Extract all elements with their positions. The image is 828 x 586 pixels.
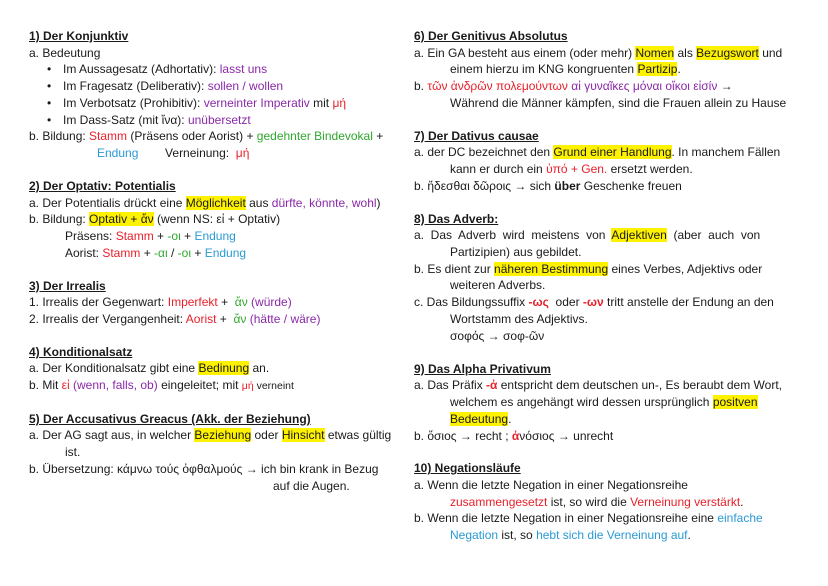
line [414, 494, 804, 511]
text: weiteren Adverbs. [450, 278, 546, 293]
line [414, 244, 804, 261]
text: νόσιος → unrecht [519, 428, 614, 443]
line [414, 411, 804, 428]
line [414, 510, 804, 527]
text: einem hierzu im KNG kongruenten [450, 62, 638, 77]
text: a. Wenn die letzte Negation in einer Negationsreihe [414, 477, 688, 492]
text: Stamm [89, 129, 128, 144]
text: -ἀ [486, 378, 498, 393]
text: (wenn, falls, ob) [69, 378, 158, 393]
text: + [372, 129, 384, 144]
section-title: 1) Der Konjunktiv [29, 29, 129, 43]
text: zusammengesetzt [450, 494, 548, 509]
text: σοφός → σοφ-ῶν [450, 328, 545, 343]
line [29, 45, 399, 62]
text: Endung [194, 229, 236, 244]
bullet-line [29, 78, 399, 95]
line [414, 311, 804, 328]
line [29, 311, 399, 328]
text: aus [245, 195, 272, 210]
text: Wortstamm des Adjektivs. [450, 312, 588, 327]
text: welchem es angehängt wird dessen ursprünglich [450, 394, 713, 409]
text: τῶν ἀνδρῶν πολεμούντων [427, 79, 568, 94]
text: verneint [253, 380, 294, 393]
bullet-line [29, 95, 399, 112]
line [29, 427, 399, 444]
text: ersetzt werden. [607, 161, 693, 176]
text: lasst uns [219, 62, 268, 77]
text: (aber auch von [666, 228, 761, 243]
text: hebt sich die Verneinung auf [536, 528, 688, 543]
text: a. Bedeutung [29, 45, 101, 60]
section-negationslaeufe [414, 460, 804, 544]
text: εἰ [61, 378, 70, 393]
line [29, 461, 399, 478]
text: b. ὅσιος → recht ; [414, 428, 512, 443]
highlight: Optativ + ἄν [89, 212, 154, 227]
text: -αι [154, 245, 168, 260]
text: ὑπό + Gen. [546, 161, 608, 176]
text: b. [414, 79, 428, 94]
section-konditionalsatz [29, 344, 399, 395]
line [414, 277, 804, 294]
section-alpha-privativum [414, 361, 804, 445]
section-accusativus-graecus [29, 411, 399, 495]
line [29, 377, 399, 395]
text: Während die Männer kämpfen, sind die Frauen allein zu Hause [450, 95, 787, 110]
highlight: Nomen [635, 45, 675, 60]
text: + [191, 245, 205, 260]
text: -ως [528, 295, 549, 310]
line [29, 128, 399, 145]
text: Stamm [102, 245, 141, 260]
text: (wenn NS: εἰ + Optativ) [153, 212, 281, 227]
line [414, 227, 804, 244]
line [29, 245, 399, 262]
line [29, 145, 399, 162]
line [29, 478, 399, 495]
text: μή [241, 380, 254, 393]
line [414, 261, 804, 278]
text: b. ἥδεσθαι δῶροις → sich [414, 178, 555, 193]
text: gedehnter Bindevokal [256, 129, 373, 144]
text: tritt anstelle der Endung an den [603, 295, 774, 310]
text: . [508, 411, 512, 426]
text: (Präsens oder Aorist) + [127, 129, 257, 144]
text: a. Ein GA besteht aus einem (oder mehr) [414, 45, 636, 60]
text: ist, so [498, 528, 537, 543]
text: b. Bildung: [29, 129, 90, 144]
left-column [29, 28, 399, 511]
highlight: positven [712, 394, 758, 409]
text: 2. Irrealis der Vergangenheit: [29, 312, 186, 327]
text: kann er durch ein [450, 161, 547, 176]
line [414, 527, 804, 544]
text: Im Dass-Satz (mit ἵνα): [63, 112, 188, 127]
section-optativ [29, 178, 399, 262]
text: . [677, 62, 681, 77]
text: a. Der AG sagt aus, in welcher [29, 428, 195, 443]
text: a. Der Potentialis drückt eine [29, 195, 186, 210]
text: sollen / wollen [207, 79, 284, 94]
text: + [140, 245, 155, 260]
text: (würde) [247, 295, 292, 310]
text: μή [235, 146, 250, 161]
line [414, 78, 804, 95]
text: Im Aussagesatz (Adhortativ): [63, 62, 220, 77]
text: Im Fragesatz (Deliberativ): [63, 79, 208, 94]
text: Verneinung verstärkt [630, 494, 741, 509]
text: c. Das Bildungssuffix [414, 295, 529, 310]
highlight: Hinsicht [281, 428, 325, 443]
text: (hätte / wäre) [246, 312, 321, 327]
highlight: Bedinung [198, 361, 250, 376]
line [29, 211, 399, 228]
text: als [674, 45, 697, 60]
text: entspricht dem deutschen un-, Es beraubt dem Wort, [497, 378, 782, 393]
text: über [554, 178, 581, 193]
text: → [717, 79, 733, 94]
text: Partizipien) aus gebildet. [450, 244, 582, 259]
highlight: Möglichkeit [185, 195, 246, 210]
text: a. Der Konditionalsatz gibt eine [29, 361, 199, 376]
highlight: Adjektiven [611, 228, 667, 243]
section-dativus-causae [414, 128, 804, 195]
text: / [167, 245, 178, 260]
text: . [687, 528, 691, 543]
text: b. Übersetzung: κάμνω τούς ὀφθαλμούς → ich bin krank in Bezug [29, 462, 379, 477]
text: Endung [97, 146, 139, 161]
line [414, 428, 804, 445]
text: Im Verbotsatz (Prohibitiv): [63, 95, 204, 110]
text: Endung [204, 245, 247, 260]
section-title: 6) Der Genitivus Absolutus [414, 29, 568, 43]
text: eines Verbes, Adjektivs oder [608, 261, 763, 276]
text: auf die Augen. [273, 478, 350, 493]
highlight: näheren Bestimmung [494, 261, 609, 276]
line [414, 95, 804, 112]
section-title: 10) Negationsläufe [414, 461, 521, 476]
line [29, 294, 399, 311]
section-title: 5) Der Accusativus Greacus (Akk. der Beziehung) [29, 411, 311, 426]
section-title: 7) Der Dativus causae [414, 128, 539, 143]
text: ist. [65, 445, 81, 460]
text: -ων [582, 295, 604, 310]
text: b. Es dient zur [414, 261, 495, 276]
text: αἱ γυναῖκες μόναι οἴκοι εἰσίν [571, 79, 718, 94]
right-column [414, 28, 804, 560]
section-irrealis [29, 278, 399, 328]
text: Imperfekt [167, 295, 218, 310]
text: eingeleitet; mit [157, 378, 242, 393]
text: -οι [167, 229, 181, 244]
text: 1. Irrealis der Gegenwart: [29, 295, 168, 310]
highlight: Partizip [637, 62, 678, 77]
text: Negation [450, 528, 499, 543]
text: b. Bildung: [29, 212, 90, 227]
text: mit [309, 95, 333, 110]
section-title: 2) Der Optativ: Potentialis [29, 179, 176, 194]
line [414, 178, 804, 195]
text: einfache [717, 511, 763, 526]
text: b. Wenn die letzte Negation in einer Negationsreihe eine [414, 511, 718, 526]
highlight: Grund einer Handlung [553, 145, 672, 160]
line [29, 195, 399, 212]
line [414, 144, 804, 161]
section-title: 3) Der Irrealis [29, 278, 106, 293]
line [414, 394, 804, 411]
text: oder [251, 428, 282, 443]
text: . [740, 494, 744, 509]
text: Stamm [115, 229, 154, 244]
text: ) [376, 195, 381, 210]
text: -οι [177, 245, 192, 260]
text: + [217, 295, 235, 310]
text: und [758, 45, 783, 60]
line [414, 161, 804, 178]
text: ἄν [233, 312, 247, 327]
text: Verneinung: [138, 146, 236, 161]
highlight: Bezugswort [696, 45, 759, 60]
text: Geschenke freuen [580, 178, 682, 193]
text: ἀ [511, 428, 520, 443]
line [414, 328, 804, 345]
highlight: Bedeutung [450, 411, 509, 426]
text: dürfte, könnte, wohl [271, 195, 377, 210]
text: μή [332, 95, 347, 110]
line [414, 45, 804, 62]
line [414, 294, 804, 311]
section-genitivus-absolutus [414, 28, 804, 112]
line [29, 228, 399, 245]
bullet-line [29, 112, 399, 129]
text: verneinter Imperativ [203, 95, 310, 110]
highlight: Beziehung [194, 428, 252, 443]
text: oder [548, 295, 583, 310]
text: unübersetzt [187, 112, 251, 127]
text: ἄν [234, 295, 248, 310]
line [29, 360, 399, 377]
text: a. der DC bezeichnet den [414, 145, 554, 160]
text: Präsens: [65, 229, 116, 244]
text: a. Das Adverb wird meistens von [414, 228, 612, 243]
text: ist, so wird die [547, 494, 631, 509]
text: . In manchem Fällen [671, 145, 781, 160]
text: b. Mit [29, 378, 62, 393]
line [414, 377, 804, 394]
text: a. Das Präfix [414, 378, 487, 393]
text: + [153, 229, 168, 244]
text: Aorist [185, 312, 217, 327]
text: Aorist: [65, 245, 103, 260]
text: + [216, 312, 234, 327]
section-title: 8) Das Adverb: [414, 211, 499, 226]
text: + [180, 229, 195, 244]
section-konjunktiv [29, 28, 399, 162]
text: an. [249, 361, 270, 376]
line [414, 61, 804, 78]
line [414, 477, 804, 494]
section-title: 4) Konditionalsatz [29, 344, 133, 359]
line [29, 444, 399, 461]
bullet-line [29, 61, 399, 78]
section-title: 9) Das Alpha Privativum [414, 361, 551, 376]
section-adverb [414, 211, 804, 345]
text: etwas gültig [324, 428, 392, 443]
